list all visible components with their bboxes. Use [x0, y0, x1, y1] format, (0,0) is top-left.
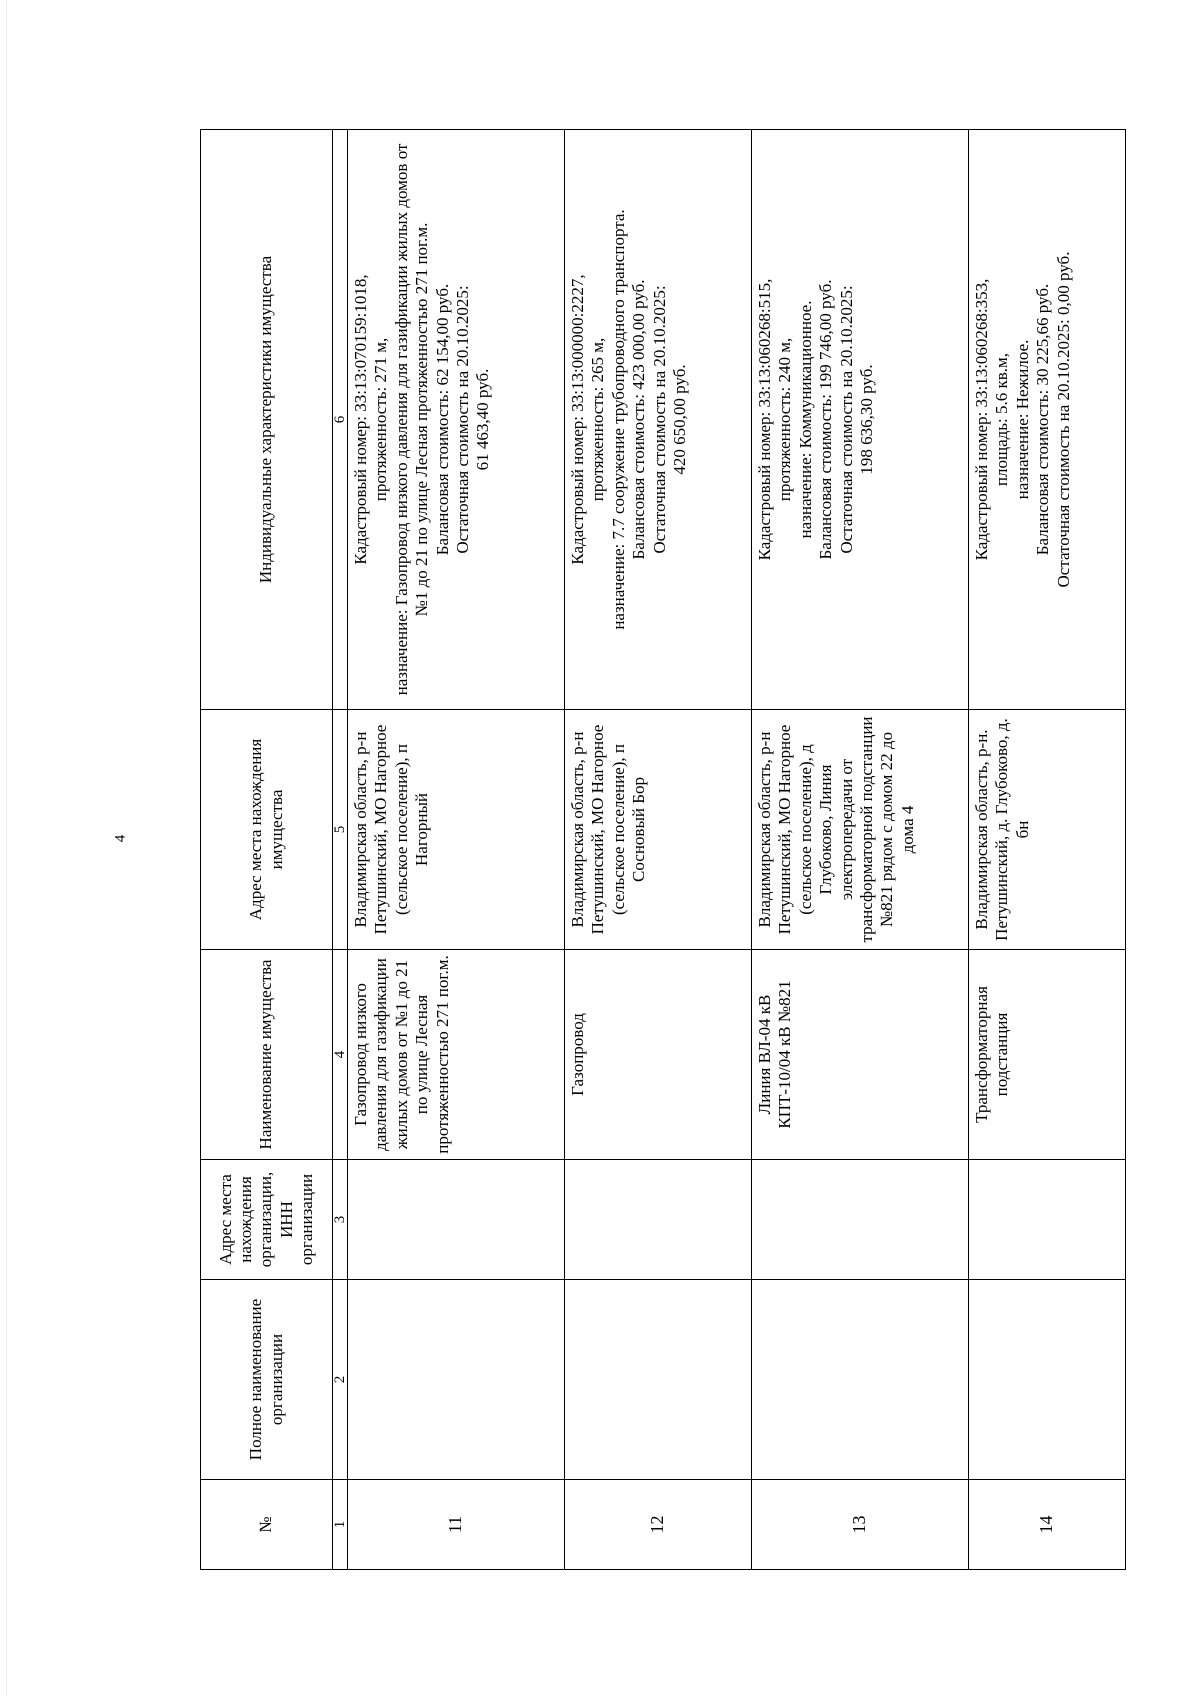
property-name-cell: Газопровод низкого давления для газификации жилых домов от №1 до 21 по улице Лесная протяженностью 271 пог.м.	[348, 950, 565, 1160]
table-row	[969, 130, 1126, 1570]
property-name-cell: Линия ВЛ-04 кВ КПТ-10/04 кВ №821	[752, 950, 969, 1160]
characteristic-line: Кадастровый номер: 33:13:070159:1018,	[351, 274, 370, 565]
row-number: 13	[752, 1480, 969, 1570]
characteristic-line: назначение: 7.7 сооружение трубопроводного транспорта.	[608, 209, 628, 630]
org-name-cell	[969, 1280, 1126, 1480]
header-org-name: Полное наименование организации	[201, 1280, 333, 1480]
characteristic-line: 420 650,00 руб.	[669, 364, 689, 475]
characteristics-cell	[752, 130, 969, 710]
org-name-cell	[752, 1280, 969, 1480]
column-number: 6	[333, 130, 348, 710]
header-org-address: Адрес места нахождения организации, ИНН организации	[201, 1160, 333, 1280]
page-number: 4	[112, 834, 129, 843]
scan-edge	[6, 0, 7, 1696]
column-number: 3	[333, 1160, 348, 1280]
characteristic-line: 61 463,40 руб.	[473, 368, 493, 471]
characteristic-line: Кадастровый номер: 33:13:060268:353,	[972, 278, 991, 561]
property-table	[200, 129, 1126, 1570]
characteristic-line: протяженность: 265 м,	[588, 337, 608, 502]
column-number: 2	[333, 1280, 348, 1480]
characteristic-line: Балансовая стоимость: 199 746,00 руб.	[816, 279, 836, 560]
property-name-cell: Трансформаторная подстанция	[969, 950, 1126, 1160]
property-address-cell: Владимирская область, р-н Петушинский, МО Нагорное (сельское поселение), п Сосновый Бор	[565, 710, 752, 950]
characteristic-line: протяженность: 240 м,	[775, 337, 795, 502]
header-property-name: Наименование имущества	[201, 950, 333, 1160]
characteristic-line: Балансовая стоимость: 30 225,66 руб.	[1033, 283, 1053, 556]
property-address-cell: Владимирская область, р-н Петушинский, МО Нагорное (сельское поселение), д Глубоково, Линия электропередачи от трансформаторной подстанции №821 рядом с домом 22 до дома 4	[752, 710, 969, 950]
column-number: 5	[333, 710, 348, 950]
characteristic-line: Остаточная стоимость на 20.10.2025:	[836, 285, 856, 554]
org-name-cell	[565, 1280, 752, 1480]
table-row	[348, 130, 565, 1570]
column-number-row	[333, 130, 348, 1570]
characteristics-cell	[565, 130, 752, 710]
header-property-address: Адрес места нахождения имущества	[201, 710, 333, 950]
header-characteristics: Индивидуальные характеристики имущества	[201, 130, 333, 710]
characteristic-line: Остаточная стоимость на 20.10.2025: 0,00 руб.	[1053, 251, 1073, 588]
characteristic-line: назначение: Газопровод низкого давления для газификации жилых домов от №1 до 21 по улице Лесная протяженностью 271 пог.м.	[391, 143, 432, 696]
characteristic-line: Балансовая стоимость: 423 000,00 руб.	[629, 279, 649, 560]
property-name-cell: Газопровод	[565, 950, 752, 1160]
characteristic-line: Остаточная стоимость на 20.10.2025:	[649, 285, 669, 554]
org-name-cell	[348, 1280, 565, 1480]
property-table-container	[200, 130, 1120, 1570]
row-number: 12	[565, 1480, 752, 1570]
characteristic-line: 198 636,30 руб.	[856, 364, 876, 475]
table-row	[752, 130, 969, 1570]
characteristic-line: Кадастровый номер: 33:13:060268:515,	[755, 278, 774, 561]
characteristics-cell	[348, 130, 565, 710]
characteristic-line: назначение: Нежилое.	[1012, 339, 1032, 500]
characteristic-line: Балансовая стоимость: 62 154,00 руб.	[432, 283, 452, 556]
characteristic-line: протяженность: 271 м,	[371, 337, 391, 502]
characteristic-line: назначение: Коммуникационное.	[795, 300, 815, 539]
table-row	[565, 130, 752, 1570]
property-address-cell: Владимирская область, р-н. Петушинский, д. Глубоково, д. бн	[969, 710, 1126, 950]
row-number: 11	[348, 1480, 565, 1570]
table-header-row	[201, 130, 333, 1570]
org-address-cell	[565, 1160, 752, 1280]
characteristic-line: площадь: 5.6 кв.м,	[992, 352, 1012, 487]
org-address-cell	[969, 1160, 1126, 1280]
org-address-cell	[752, 1160, 969, 1280]
header-number: №	[201, 1480, 333, 1570]
org-address-cell	[348, 1160, 565, 1280]
characteristic-line: Остаточная стоимость на 20.10.2025:	[452, 285, 472, 554]
row-number: 14	[969, 1480, 1126, 1570]
property-address-cell: Владимирская область, р-н Петушинский, МО Нагорное (сельское поселение), п Нагорный	[348, 710, 565, 950]
characteristics-cell	[969, 130, 1126, 710]
column-number: 4	[333, 950, 348, 1160]
column-number: 1	[333, 1480, 348, 1570]
characteristic-line: Кадастровый номер: 33:13:000000:2227,	[568, 274, 587, 565]
